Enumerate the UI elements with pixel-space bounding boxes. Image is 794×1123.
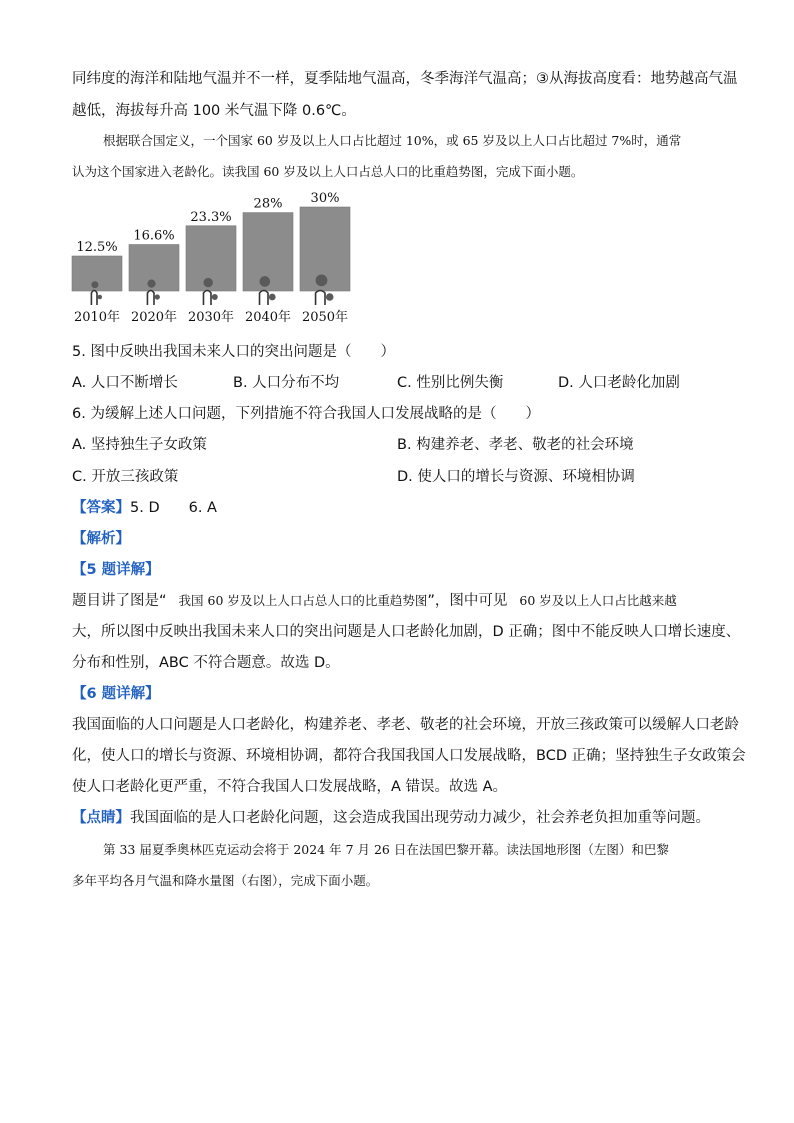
paragraph-line: 越低，海拔每升高 100 米气温下降 0.6℃。 [72, 103, 356, 119]
chart-category-label: 2010年 [73, 310, 121, 325]
detail-5-line [72, 589, 677, 610]
olympics-line: 第 33 届夏季奥林匹克运动会将于 2024 年 7 月 26 日在法国巴黎开幕。读法国地形图（左图）和巴黎 [103, 842, 669, 857]
chart-value-label: 28% [253, 196, 283, 212]
elderly-figure-icon [147, 280, 155, 288]
chart-category-label: 2050年 [301, 310, 349, 325]
elderly-figure-icon [260, 291, 268, 306]
q5-option-c: C. 性别比例失衡 [397, 375, 504, 391]
chart-value-label: 23.3% [190, 209, 232, 225]
q6-option-b: B. 构建养老、孝老、敬老的社会环境 [397, 437, 634, 453]
detail-5-text: ”，图中可见 [427, 593, 508, 609]
question-5-stem: 5. 图中反映出我国未来人口的突出问题是（ ） [72, 344, 395, 360]
detail-6-line: 我国面临的人口问题是人口老龄化，构建养老、孝老、敬老的社会环境，开放三孩政策可以缓解人口老龄 [72, 717, 739, 733]
q6-option-a: A. 坚持独生子女政策 [72, 437, 207, 453]
elderly-figure-icon [91, 281, 98, 288]
q6-option-c: C. 开放三孩政策 [72, 469, 179, 485]
answer-text: 5. D 6. A [130, 500, 217, 516]
olympics-line: 多年平均各月气温和降水量图（右图），完成下面小题。 [72, 873, 379, 888]
detail-5-text: 60 岁及以上人口占比越来越 [519, 593, 677, 608]
q5-option-b: B. 人口分布不均 [233, 375, 340, 391]
elderly-figure-icon [269, 294, 276, 301]
elderly-figure-icon [91, 291, 97, 306]
detail-6-line: 化，使人口的增长与资源、环境相协调，都符合我国我国人口发展战略，BCD 正确；坚持独生子女政策会 [72, 748, 746, 764]
chart-value-label: 12.5% [76, 240, 118, 255]
q6-option-d: D. 使人口的增长与资源、环境相协调 [397, 469, 635, 485]
detail-5-line: 大，所以图中反映出我国未来人口的突出问题是人口老龄化加剧，D 正确；图中不能反映人口增长速度、 [72, 624, 741, 640]
detail-5-heading [72, 558, 160, 579]
elderly-figure-icon [326, 293, 334, 301]
detail-5-line: 分布和性别，ABC 不符合题意。故选 D。 [72, 655, 340, 671]
detail-6-heading [72, 682, 160, 703]
elderly-figure-icon [147, 291, 154, 306]
analysis-heading [72, 527, 130, 548]
paragraph-line: 同纬度的海洋和陆地气温并不一样，夏季陆地气温高，冬季海洋气温高；③从海拔高度看：地势越高气温 [72, 71, 738, 87]
dianjing-line [72, 806, 710, 827]
intro-line: 认为这个国家进入老龄化。读我国 60 岁及以上人口占总人口的比重趋势图，完成下面小题。 [72, 164, 584, 179]
chart-category-label: 2030年 [187, 310, 235, 325]
question-6-stem: 6. 为缓解上述人口问题，下列措施不符合我国人口发展战略的是（ ） [72, 406, 540, 422]
aging-trend-chart [60, 185, 360, 330]
dianjing-label: 【点睛】 [72, 810, 130, 826]
elderly-figure-icon [316, 291, 325, 306]
elderly-figure-icon [155, 294, 160, 299]
detail-5-text: 题目讲了图是“ [72, 593, 167, 609]
detail-5-chart-title: 我国 60 岁及以上人口占总人口的比重趋势图 [178, 593, 428, 608]
chart-category-label: 2040年 [244, 310, 292, 325]
chart-value-label: 30% [310, 191, 340, 206]
dianjing-text: 我国面临的是人口老龄化问题，这会造成我国出现劳动力减少，社会养老负担加重等问题。 [130, 810, 710, 826]
elderly-figure-icon [203, 291, 211, 306]
elderly-figure-icon [316, 274, 328, 286]
detail-5-label: 【5 题详解】 [72, 562, 160, 578]
answer-line [72, 496, 217, 517]
elderly-figure-icon [203, 278, 212, 287]
detail-6-line: 使人口老龄化更严重，不符合我国人口发展战略，A 错误。故选 A。 [72, 779, 508, 795]
chart-value-label: 16.6% [133, 228, 175, 244]
intro-line: 根据联合国定义，一个国家 60 岁及以上人口占比超过 10%，或 65 岁及以上人口占比超过 7%时，通常 [103, 133, 682, 148]
q5-option-a: A. 人口不断增长 [72, 375, 178, 391]
elderly-figure-icon [212, 294, 218, 300]
analysis-label: 【解析】 [72, 531, 130, 547]
elderly-figure-icon [98, 295, 102, 299]
chart-category-label: 2020年 [130, 310, 178, 325]
q5-option-d: D. 人口老龄化加剧 [558, 375, 680, 391]
detail-6-label: 【6 题详解】 [72, 686, 160, 702]
answer-label: 【答案】 [72, 500, 130, 516]
elderly-figure-icon [260, 276, 271, 287]
